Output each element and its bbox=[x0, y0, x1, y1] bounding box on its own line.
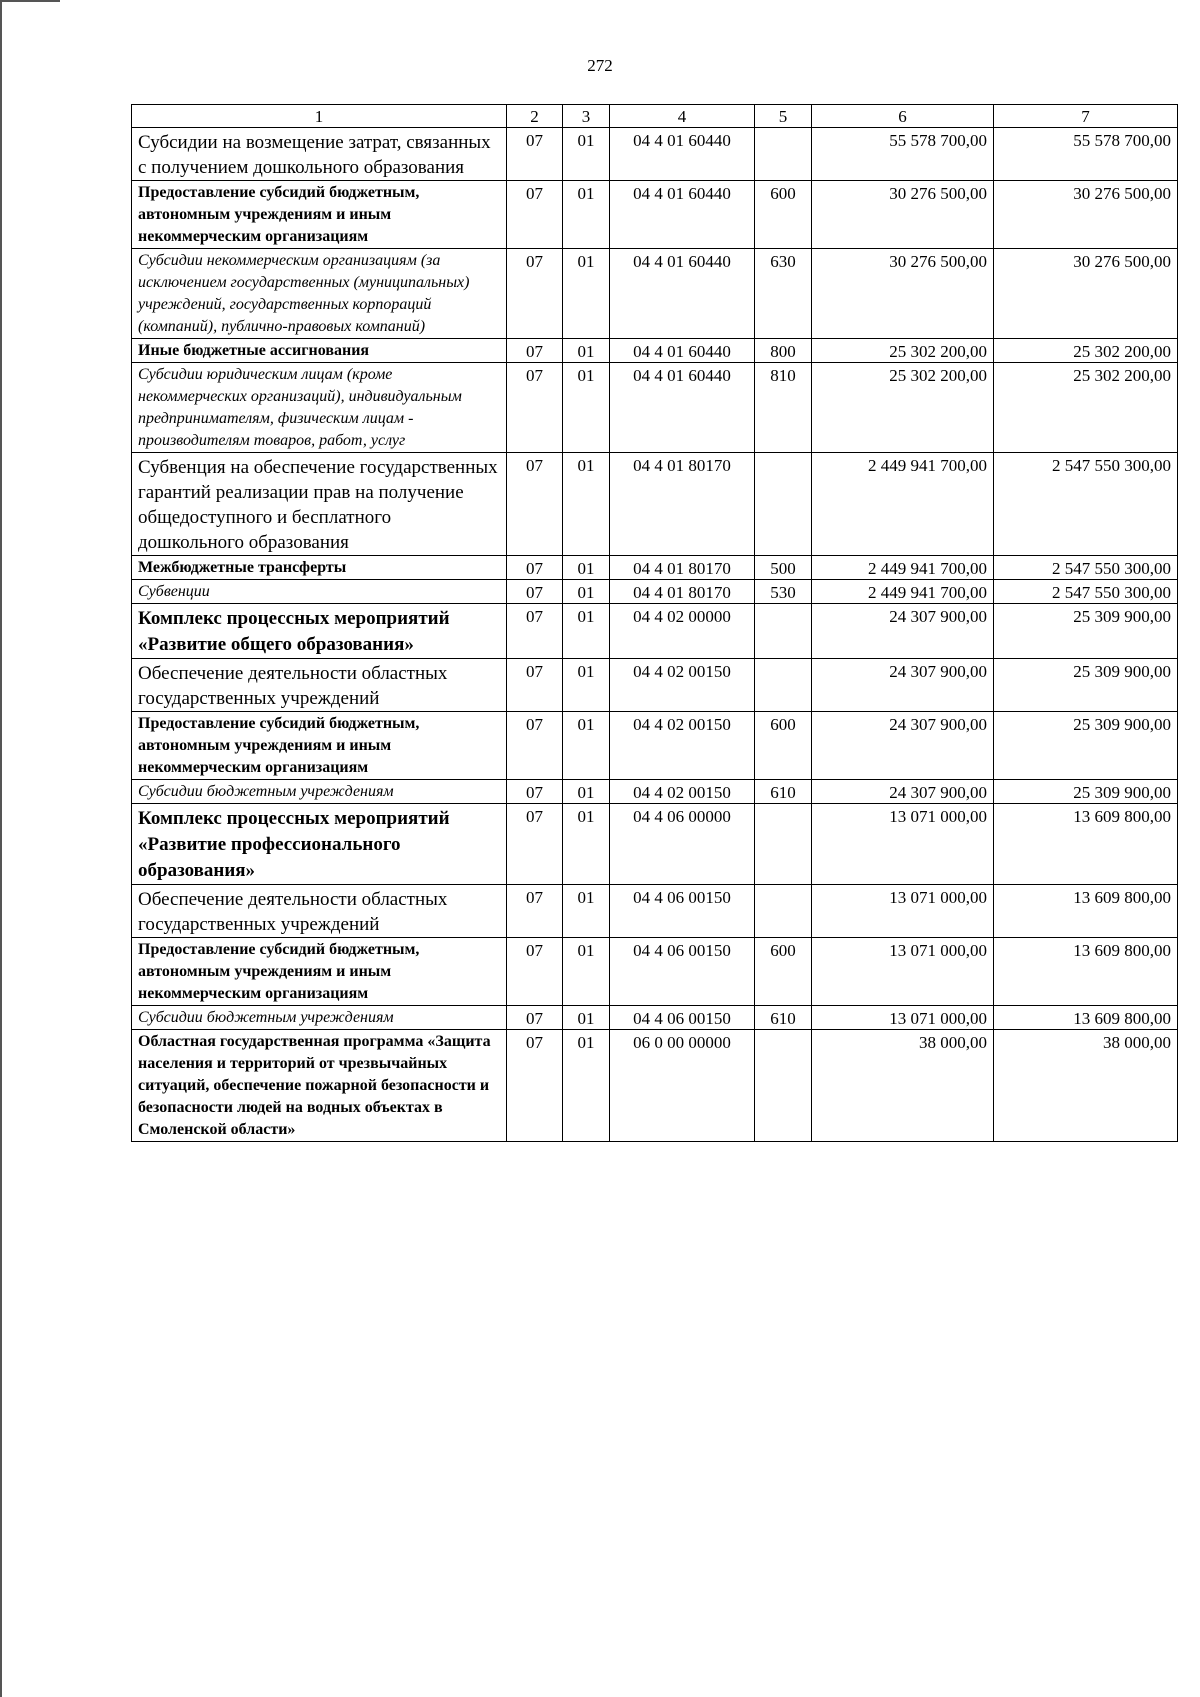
section-code-cell: 07 bbox=[507, 580, 563, 604]
target-article-cell: 04 4 06 00000 bbox=[610, 804, 755, 885]
scan-edge-top bbox=[0, 0, 60, 2]
table-row bbox=[132, 128, 1178, 181]
table-row bbox=[132, 363, 1178, 453]
subsection-code-cell: 01 bbox=[563, 181, 610, 249]
expense-type-cell: 800 bbox=[755, 339, 812, 363]
expense-type-cell: 530 bbox=[755, 580, 812, 604]
expense-type-cell bbox=[755, 804, 812, 885]
row-name-cell: Субсидии на возмещение затрат, связанных с получением дошкольного образования bbox=[132, 128, 507, 181]
row-name-cell: Комплекс процессных мероприятий «Развитие общего образования» bbox=[132, 604, 507, 659]
amount-year1-cell: 30 276 500,00 bbox=[812, 181, 994, 249]
table-row bbox=[132, 938, 1178, 1006]
target-article-cell: 04 4 01 80170 bbox=[610, 580, 755, 604]
row-name-cell: Обеспечение деятельности областных государственных учреждений bbox=[132, 659, 507, 712]
amount-year2-cell: 13 609 800,00 bbox=[994, 885, 1178, 938]
subsection-code-cell: 01 bbox=[563, 604, 610, 659]
subsection-code-cell: 01 bbox=[563, 128, 610, 181]
section-code-cell: 07 bbox=[507, 780, 563, 804]
amount-year1-cell: 13 071 000,00 bbox=[812, 938, 994, 1006]
row-name-cell: Субсидии бюджетным учреждениям bbox=[132, 780, 507, 804]
target-article-cell: 04 4 01 60440 bbox=[610, 249, 755, 339]
target-article-cell: 04 4 06 00150 bbox=[610, 1006, 755, 1030]
scan-edge-left bbox=[0, 0, 2, 1697]
amount-year2-cell: 38 000,00 bbox=[994, 1030, 1178, 1142]
table-row bbox=[132, 604, 1178, 659]
row-name-cell: Комплекс процессных мероприятий «Развитие профессионального образования» bbox=[132, 804, 507, 885]
subsection-code-cell: 01 bbox=[563, 780, 610, 804]
section-code-cell: 07 bbox=[507, 556, 563, 580]
amount-year2-cell: 30 276 500,00 bbox=[994, 249, 1178, 339]
table-row bbox=[132, 1006, 1178, 1030]
expense-type-cell: 810 bbox=[755, 363, 812, 453]
column-header: 6 bbox=[812, 105, 994, 128]
table-row bbox=[132, 804, 1178, 885]
subsection-code-cell: 01 bbox=[563, 339, 610, 363]
subsection-code-cell: 01 bbox=[563, 249, 610, 339]
amount-year1-cell: 24 307 900,00 bbox=[812, 712, 994, 780]
target-article-cell: 04 4 02 00150 bbox=[610, 780, 755, 804]
column-header: 4 bbox=[610, 105, 755, 128]
section-code-cell: 07 bbox=[507, 1006, 563, 1030]
amount-year2-cell: 13 609 800,00 bbox=[994, 938, 1178, 1006]
expense-type-cell: 600 bbox=[755, 938, 812, 1006]
expense-type-cell bbox=[755, 453, 812, 556]
table-row bbox=[132, 659, 1178, 712]
table-row bbox=[132, 712, 1178, 780]
table-row bbox=[132, 556, 1178, 580]
row-name-cell: Субсидии некоммерческим организациям (за исключением государственных (муниципальных) учреждений, государственных корпораций (компаний), публично-правовых компаний) bbox=[132, 249, 507, 339]
section-code-cell: 07 bbox=[507, 804, 563, 885]
section-code-cell: 07 bbox=[507, 1030, 563, 1142]
subsection-code-cell: 01 bbox=[563, 1006, 610, 1030]
target-article-cell: 04 4 01 60440 bbox=[610, 128, 755, 181]
budget-table bbox=[131, 104, 1178, 1142]
amount-year1-cell: 25 302 200,00 bbox=[812, 363, 994, 453]
subsection-code-cell: 01 bbox=[563, 804, 610, 885]
expense-type-cell: 600 bbox=[755, 712, 812, 780]
target-article-cell: 04 4 01 60440 bbox=[610, 339, 755, 363]
table-body bbox=[132, 105, 1178, 1142]
subsection-code-cell: 01 bbox=[563, 363, 610, 453]
row-name-cell: Субсидии бюджетным учреждениям bbox=[132, 1006, 507, 1030]
row-name-cell: Иные бюджетные ассигнования bbox=[132, 339, 507, 363]
column-header: 7 bbox=[994, 105, 1178, 128]
expense-type-cell: 610 bbox=[755, 1006, 812, 1030]
target-article-cell: 04 4 01 80170 bbox=[610, 556, 755, 580]
subsection-code-cell: 01 bbox=[563, 580, 610, 604]
expense-type-cell bbox=[755, 659, 812, 712]
page-number: 272 bbox=[587, 56, 613, 75]
row-name-cell: Предоставление субсидий бюджетным, автономным учреждениям и иным некоммерческим организациям bbox=[132, 938, 507, 1006]
column-header: 5 bbox=[755, 105, 812, 128]
column-header: 3 bbox=[563, 105, 610, 128]
amount-year2-cell: 2 547 550 300,00 bbox=[994, 453, 1178, 556]
amount-year2-cell: 13 609 800,00 bbox=[994, 804, 1178, 885]
expense-type-cell bbox=[755, 1030, 812, 1142]
expense-type-cell bbox=[755, 604, 812, 659]
amount-year2-cell: 25 309 900,00 bbox=[994, 604, 1178, 659]
table-row bbox=[132, 453, 1178, 556]
section-code-cell: 07 bbox=[507, 659, 563, 712]
amount-year1-cell: 55 578 700,00 bbox=[812, 128, 994, 181]
amount-year2-cell: 2 547 550 300,00 bbox=[994, 580, 1178, 604]
target-article-cell: 04 4 01 80170 bbox=[610, 453, 755, 556]
table-row bbox=[132, 580, 1178, 604]
section-code-cell: 07 bbox=[507, 181, 563, 249]
section-code-cell: 07 bbox=[507, 363, 563, 453]
amount-year2-cell: 2 547 550 300,00 bbox=[994, 556, 1178, 580]
target-article-cell: 04 4 01 60440 bbox=[610, 181, 755, 249]
amount-year1-cell: 13 071 000,00 bbox=[812, 885, 994, 938]
target-article-cell: 04 4 02 00000 bbox=[610, 604, 755, 659]
subsection-code-cell: 01 bbox=[563, 938, 610, 1006]
row-name-cell: Предоставление субсидий бюджетным, автономным учреждениям и иным некоммерческим организациям bbox=[132, 712, 507, 780]
target-article-cell: 04 4 02 00150 bbox=[610, 659, 755, 712]
expense-type-cell bbox=[755, 128, 812, 181]
section-code-cell: 07 bbox=[507, 453, 563, 556]
table-row bbox=[132, 339, 1178, 363]
subsection-code-cell: 01 bbox=[563, 659, 610, 712]
subsection-code-cell: 01 bbox=[563, 1030, 610, 1142]
amount-year1-cell: 30 276 500,00 bbox=[812, 249, 994, 339]
row-name-cell: Межбюджетные трансферты bbox=[132, 556, 507, 580]
section-code-cell: 07 bbox=[507, 604, 563, 659]
table-row bbox=[132, 249, 1178, 339]
subsection-code-cell: 01 bbox=[563, 556, 610, 580]
table-row bbox=[132, 1030, 1178, 1142]
row-name-cell: Субвенция на обеспечение государственных гарантий реализации прав на получение общедоступного и бесплатного дошкольного образования bbox=[132, 453, 507, 556]
section-code-cell: 07 bbox=[507, 249, 563, 339]
target-article-cell: 04 4 01 60440 bbox=[610, 363, 755, 453]
amount-year1-cell: 25 302 200,00 bbox=[812, 339, 994, 363]
amount-year1-cell: 24 307 900,00 bbox=[812, 604, 994, 659]
subsection-code-cell: 01 bbox=[563, 453, 610, 556]
section-code-cell: 07 bbox=[507, 712, 563, 780]
subsection-code-cell: 01 bbox=[563, 712, 610, 780]
amount-year2-cell: 25 309 900,00 bbox=[994, 780, 1178, 804]
table-row bbox=[132, 885, 1178, 938]
table-row bbox=[132, 780, 1178, 804]
amount-year2-cell: 25 302 200,00 bbox=[994, 363, 1178, 453]
amount-year2-cell: 25 309 900,00 bbox=[994, 659, 1178, 712]
amount-year1-cell: 2 449 941 700,00 bbox=[812, 453, 994, 556]
expense-type-cell bbox=[755, 885, 812, 938]
amount-year1-cell: 13 071 000,00 bbox=[812, 804, 994, 885]
amount-year1-cell: 13 071 000,00 bbox=[812, 1006, 994, 1030]
row-name-cell: Обеспечение деятельности областных государственных учреждений bbox=[132, 885, 507, 938]
row-name-cell: Предоставление субсидий бюджетным, автономным учреждениям и иным некоммерческим организациям bbox=[132, 181, 507, 249]
table-row bbox=[132, 181, 1178, 249]
amount-year1-cell: 2 449 941 700,00 bbox=[812, 580, 994, 604]
section-code-cell: 07 bbox=[507, 128, 563, 181]
amount-year2-cell: 25 302 200,00 bbox=[994, 339, 1178, 363]
section-code-cell: 07 bbox=[507, 885, 563, 938]
header-row bbox=[132, 105, 1178, 128]
target-article-cell: 04 4 06 00150 bbox=[610, 885, 755, 938]
expense-type-cell: 610 bbox=[755, 780, 812, 804]
amount-year1-cell: 24 307 900,00 bbox=[812, 780, 994, 804]
section-code-cell: 07 bbox=[507, 938, 563, 1006]
target-article-cell: 04 4 06 00150 bbox=[610, 938, 755, 1006]
row-name-cell: Субсидии юридическим лицам (кроме некоммерческих организаций), индивидуальным предпринимателям, физическим лицам - производителям товаров, работ, услуг bbox=[132, 363, 507, 453]
section-code-cell: 07 bbox=[507, 339, 563, 363]
amount-year1-cell: 38 000,00 bbox=[812, 1030, 994, 1142]
expense-type-cell: 600 bbox=[755, 181, 812, 249]
amount-year1-cell: 2 449 941 700,00 bbox=[812, 556, 994, 580]
subsection-code-cell: 01 bbox=[563, 885, 610, 938]
column-header: 2 bbox=[507, 105, 563, 128]
row-name-cell: Областная государственная программа «Защита населения и территорий от чрезвычайных ситуаций, обеспечение пожарной безопасности и безопасности людей на водных объектах в Смоленской области» bbox=[132, 1030, 507, 1142]
amount-year2-cell: 13 609 800,00 bbox=[994, 1006, 1178, 1030]
amount-year2-cell: 25 309 900,00 bbox=[994, 712, 1178, 780]
column-header: 1 bbox=[132, 105, 507, 128]
amount-year1-cell: 24 307 900,00 bbox=[812, 659, 994, 712]
row-name-cell: Субвенции bbox=[132, 580, 507, 604]
expense-type-cell: 630 bbox=[755, 249, 812, 339]
target-article-cell: 06 0 00 00000 bbox=[610, 1030, 755, 1142]
expense-type-cell: 500 bbox=[755, 556, 812, 580]
amount-year2-cell: 55 578 700,00 bbox=[994, 128, 1178, 181]
target-article-cell: 04 4 02 00150 bbox=[610, 712, 755, 780]
amount-year2-cell: 30 276 500,00 bbox=[994, 181, 1178, 249]
